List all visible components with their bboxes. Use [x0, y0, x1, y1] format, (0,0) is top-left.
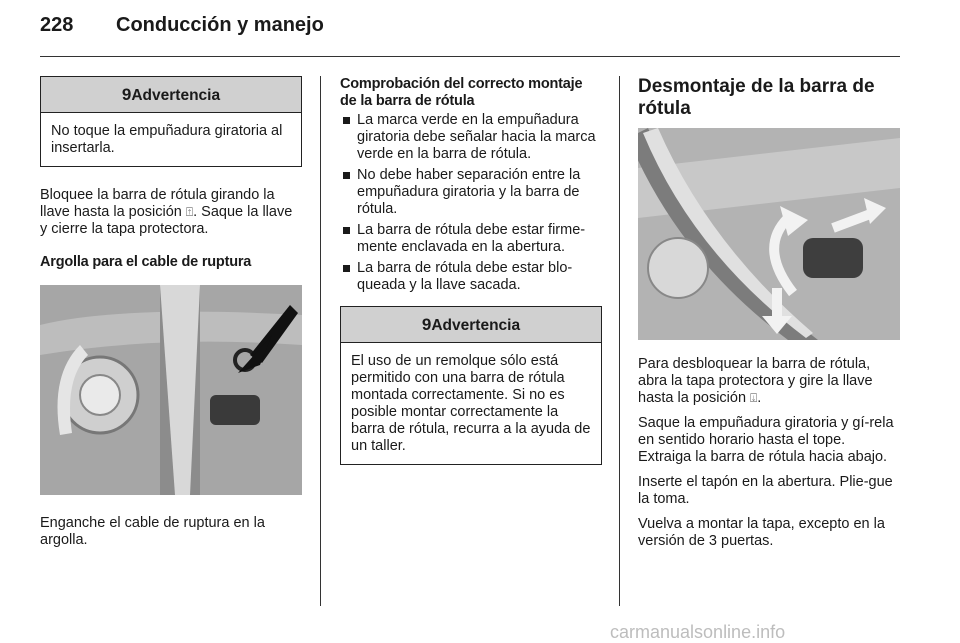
- column-divider-1: [320, 76, 321, 606]
- page-title: Conducción y manejo: [116, 14, 324, 36]
- key-closed-icon: ⍐: [185, 205, 194, 219]
- figure-socket-inner: [80, 375, 120, 415]
- warning-title: Advertencia: [431, 317, 521, 334]
- list-item: No debe haber separación entre la empuñadura giratoria y la barra de rótula.: [340, 167, 602, 218]
- paragraph-unlock-text-b: .: [757, 390, 762, 406]
- paragraph-unlock: [638, 356, 900, 407]
- warning-text: El uso de un remolque sólo está permitido con una barra de rótula montada correctamente. Si no es posible montar correctamente la barra de rótula, recurra a la ayuda de un taller.: [351, 353, 591, 454]
- subheading-eye: Argolla para el cable de ruptura: [40, 254, 252, 270]
- column-3: [638, 76, 900, 550]
- column-1: [40, 76, 302, 549]
- figure-socket: [648, 238, 708, 298]
- paragraph-unlock-text-a: Para desbloquear la barra de rótula, abra la tapa protectora y gire la llave hasta la posición: [638, 356, 873, 406]
- figure-knob: [210, 395, 260, 425]
- warning-box-2: [340, 306, 602, 465]
- warning-box-1: [40, 76, 302, 167]
- warning-triangle-icon: 9: [421, 315, 432, 334]
- warning-text: No toque la empuñadura giratoria al insertarla.: [51, 123, 283, 156]
- warning-header: [41, 77, 301, 113]
- key-open-icon: ⍗: [750, 391, 758, 405]
- watermark: carmanualsonline.info: [610, 622, 786, 642]
- paragraph-cover: Vuelva a montar la tapa, excepto en la versión de 3 puertas.: [638, 516, 885, 549]
- paragraph-lock-text-b: . Saque la llave y cierre la tapa protectora.: [40, 204, 293, 237]
- paragraph-plug: Inserte el tapón en la abertura. Plie-gue la toma.: [638, 474, 893, 507]
- list-item: La barra de rótula debe estar blo-queada y la llave sacada.: [340, 260, 602, 294]
- subheading-check: Comprobación del correcto montaje de la barra de rótula: [340, 76, 583, 109]
- figure-knob: [803, 238, 863, 278]
- figure-down-arrow: [772, 288, 782, 318]
- paragraph-lock: [40, 187, 302, 238]
- section-title: Desmontaje de la barra de rótula: [638, 76, 875, 119]
- paragraph-remove: Saque la empuñadura giratoria y gí-rela en sentido horario hasta el tope. Extraiga la barra de rótula hacia abajo.: [638, 415, 894, 465]
- warning-header: [341, 307, 601, 343]
- tow-eye-figure: [40, 285, 302, 495]
- column-2: [340, 76, 602, 465]
- warning-triangle-icon: 9: [121, 85, 132, 104]
- header-rule: [40, 56, 900, 57]
- list-item: La marca verde en la empuñadura giratoria debe señalar hacia la marca verde en la barra de rótula.: [340, 112, 602, 163]
- removal-figure: [638, 128, 900, 340]
- column-divider-2: [619, 76, 620, 606]
- check-list: [340, 112, 602, 294]
- paragraph-lock-text-a: Bloquee la barra de rótula girando la llave hasta la posición: [40, 187, 275, 220]
- list-item: La barra de rótula debe estar firme-mente enclavada en la abertura.: [340, 222, 602, 256]
- page-header: [40, 14, 324, 37]
- paragraph-eye: Enganche el cable de ruptura en la argolla.: [40, 515, 265, 548]
- page-number: 228: [40, 14, 74, 36]
- warning-title: Advertencia: [131, 87, 221, 104]
